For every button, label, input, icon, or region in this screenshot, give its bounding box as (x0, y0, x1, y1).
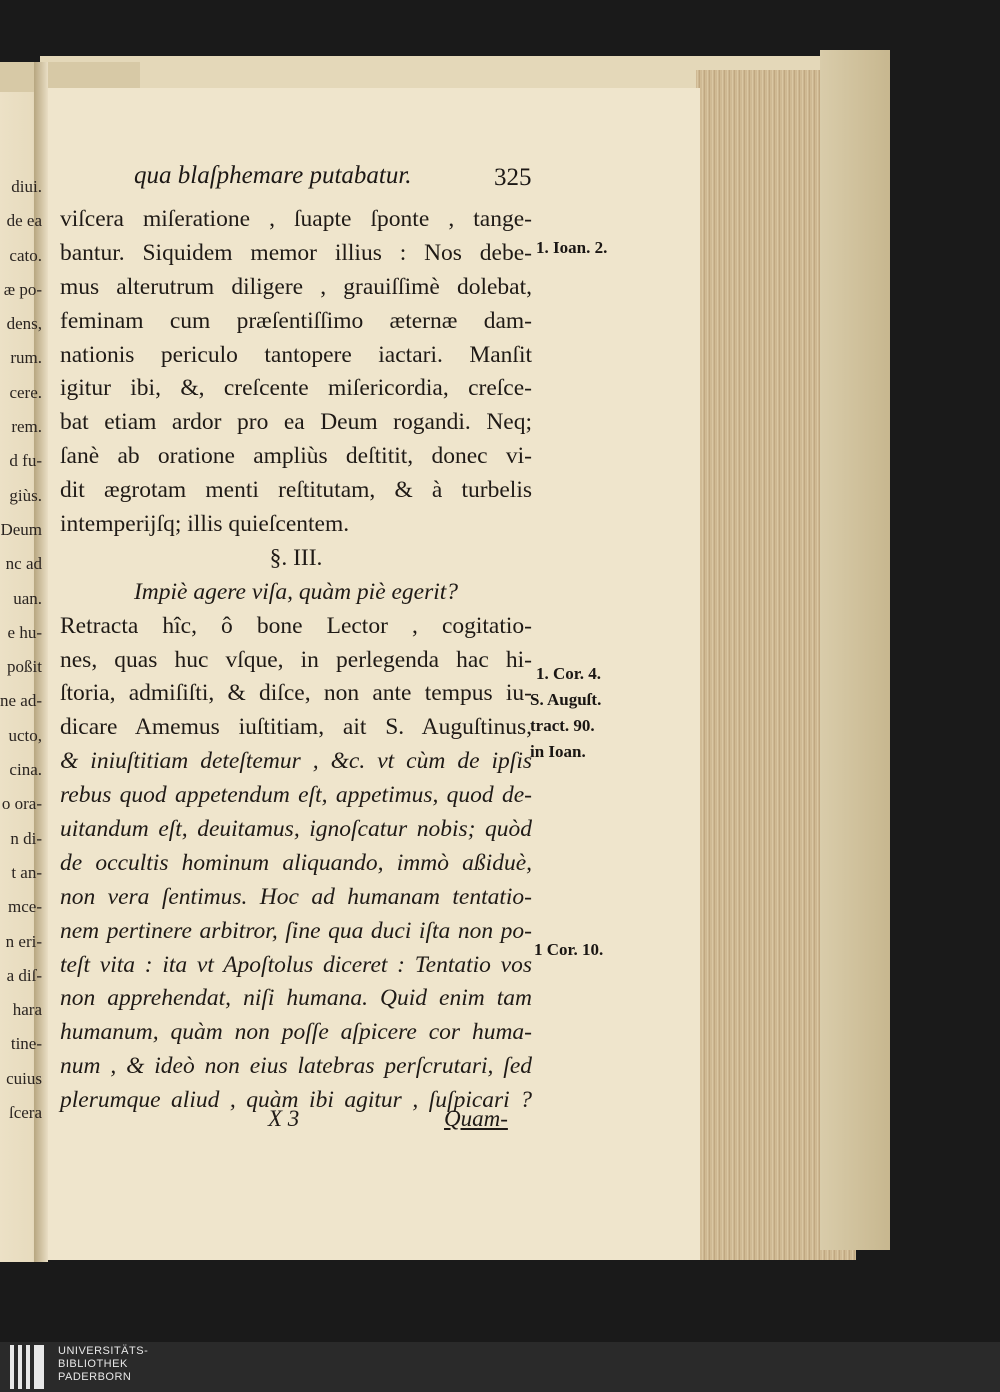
left-fragment: hara (12, 1000, 42, 1020)
left-fragment: cina. (9, 760, 42, 780)
text-line: num , & ideò non eius latebras perſcrutari, ſed (60, 1053, 532, 1080)
text-line: non apprehendat, niſi humana. Quid enim tam (60, 985, 532, 1012)
left-fragment: æ po- (3, 279, 42, 299)
library-logo-text (58, 1345, 148, 1384)
left-fragment: ne ad- (0, 691, 43, 711)
left-fragment: giùs. (9, 485, 42, 505)
text-line: rebus quod appetendum eſt, appetimus, quod de- (60, 782, 532, 809)
left-fragment: ucto, (8, 725, 42, 745)
left-fragment: dens, (6, 314, 42, 334)
marginal-note: tract. 90. (530, 716, 595, 735)
logo-line: BIBLIOTHEK (58, 1358, 128, 1370)
marginal-note: in Ioan. (530, 742, 586, 761)
book-cover (820, 50, 890, 1250)
catchword: Quam- (444, 1106, 508, 1131)
text-line: nationis periculo tantopere iactari. Manſit (60, 341, 532, 368)
left-fragment: ſcera (8, 1103, 42, 1123)
text-line: uitandum eſt, deuitamus, ignoſcatur nobis; quòd (60, 816, 532, 843)
text-line: nes, quas huc vſque, in perlegenda hac hi- (60, 646, 532, 673)
marginal-note: 1. Cor. 4. (536, 664, 602, 683)
text-line: feminam cum præſentiſſimo æternæ dam- (60, 307, 532, 334)
text-line: dit ægrotam menti reſtitutam, & à turbelis (60, 477, 532, 504)
text-line: intemperijſq; illis quieſcentem. (60, 511, 350, 538)
logo-line: UNIVERSITÄTS- (58, 1345, 149, 1357)
text-line: ſtoria, admiſiſti, & diſce, non ante tempus iu- (60, 680, 532, 707)
text-line: nem pertinere arbitror, ſine qua duci iſta non po- (60, 917, 532, 944)
text-line: bat etiam ardor pro ea Deum rogandi. Neq; (60, 409, 532, 436)
signature-mark: X 3 (268, 1106, 300, 1131)
text-line: igitur ibi, &, creſcente miſericordia, creſce- (60, 375, 532, 402)
left-fragment: poßit (7, 657, 42, 677)
section-subtitle: Impiè agere viſa, quàm piè egerit? (133, 578, 459, 605)
left-fragment: e hu- (7, 622, 42, 642)
text-line: plerumque aliud , quàm ibi agitur , ſuſpicari ? (60, 1087, 532, 1114)
left-fragment: n eri- (5, 931, 42, 951)
left-fragment: uan. (13, 588, 42, 608)
left-fragment: Deum (0, 519, 42, 539)
running-title: qua blaſphemare putabatur. (134, 162, 412, 189)
marginal-note: S. Auguſt. (530, 690, 602, 709)
left-fragment: cato. (9, 245, 42, 265)
text-line: de occultis hominum aliquando, immò aßiduè, (60, 849, 532, 876)
left-fragment: diui. (11, 177, 42, 196)
left-fragment: o ora- (1, 794, 42, 814)
text-line: mus alterutrum diligere , grauiſſimè dolebat, (60, 273, 532, 300)
text-line: non vera ſentimus. Hoc ad humanam tentatio- (60, 883, 532, 910)
library-logo-icon (10, 1345, 50, 1389)
left-fragment: d fu- (9, 451, 42, 471)
text-line: ſanè ab oratione ampliùs deſtitit, donec vi- (60, 443, 532, 470)
left-fragment: de ea (6, 211, 42, 231)
left-fragment: cuius (6, 1068, 42, 1088)
left-fragment: a diſ- (6, 965, 42, 985)
left-fragment: tine- (10, 1034, 42, 1054)
text-line: humanum, quàm non poſſe aſpicere cor huma- (60, 1019, 532, 1046)
text-line: bantur. Siquidem memor illius : Nos debe- (60, 239, 532, 266)
left-fragment: nc ad (5, 554, 42, 574)
left-fragment: n di- (10, 828, 42, 848)
logo-line: PADERBORN (58, 1371, 132, 1383)
page-number: 325 (494, 164, 532, 191)
marginal-note: 1. Ioan. 2. (536, 238, 608, 257)
text-line: teſt vita : ita vt Apoſtolus diceret : Tentatio vos (60, 951, 532, 978)
text-line: dicare Amemus iuſtitiam, ait S. Auguſtinus, (60, 714, 532, 741)
left-fragment: t an- (11, 862, 42, 882)
page-body (60, 203, 532, 1118)
marginal-note: 1 Cor. 10. (534, 940, 604, 959)
left-page-text (0, 170, 42, 1130)
left-fragment: mce- (8, 897, 42, 917)
section-heading: §. III. (269, 544, 323, 571)
left-fragment: rem. (11, 417, 42, 437)
footer-bar (0, 1342, 1000, 1392)
text-line: Retracta hîc, ô bone Lector , cogitatio- (60, 612, 532, 639)
left-fragment: rum. (10, 348, 42, 368)
text-line: & iniuſtitiam deteſtemur , &c. vt cùm de ipſis (60, 748, 532, 775)
left-fragment: cere. (9, 382, 42, 402)
text-line: viſcera miſeratione , ſuapte ſponte , tange- (60, 206, 532, 232)
